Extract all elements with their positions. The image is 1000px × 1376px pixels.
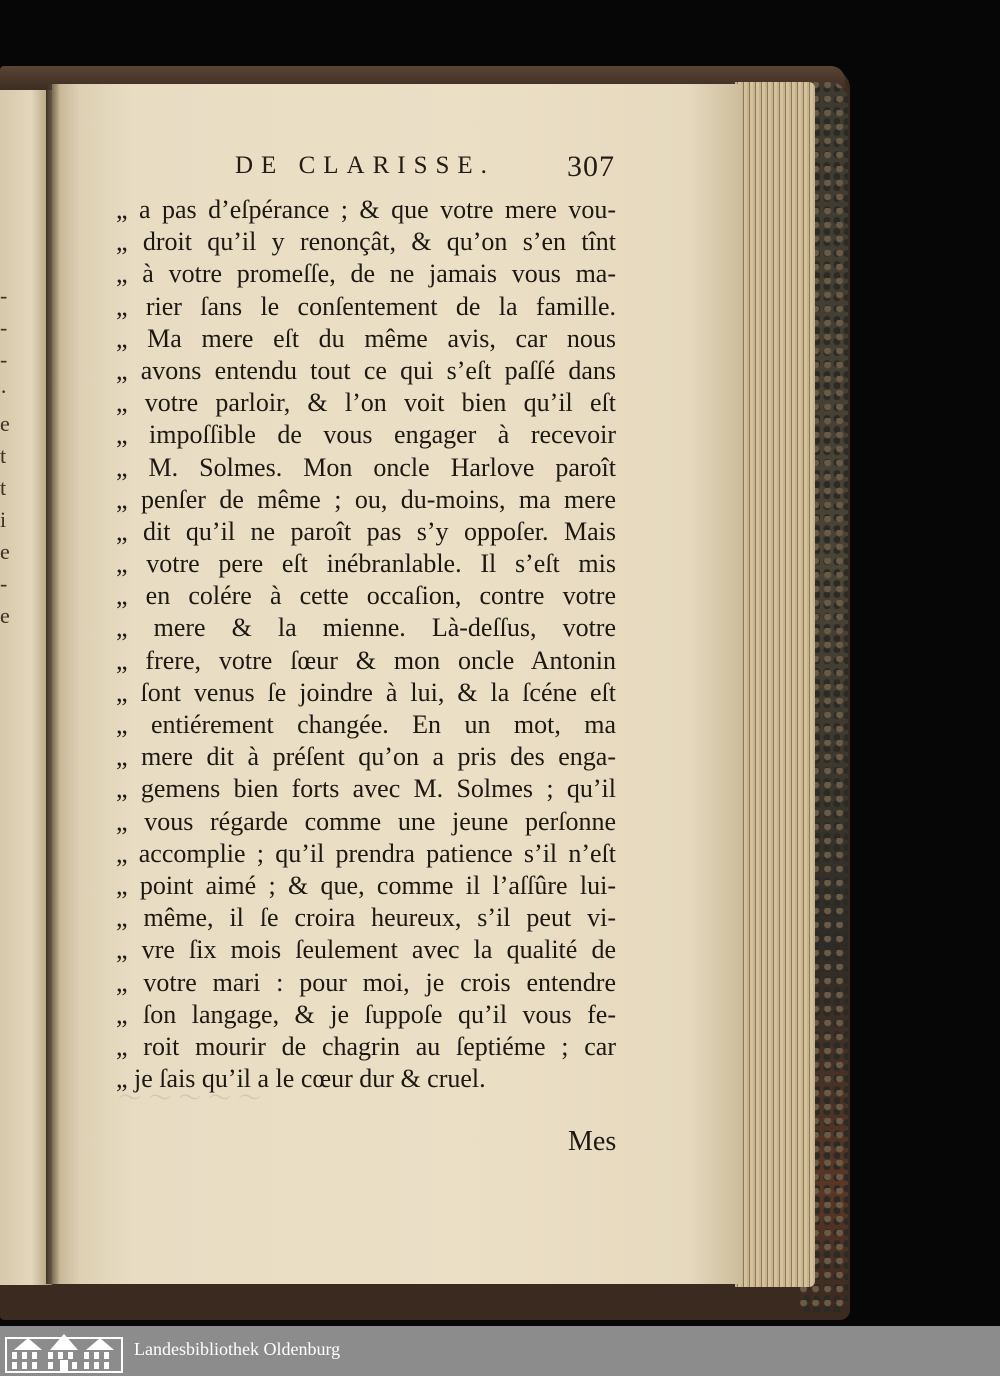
text-line: „ droit qu’il y renonçât, & qu’on s’en tînt (116, 227, 616, 257)
running-head-title: DE CLARISSE. (235, 152, 495, 179)
text-line: „ ſont venus ſe joindre à lui, & la ſcéne eſt (116, 677, 616, 707)
text-line: „ en colére à cette occaſion, contre votre (116, 581, 616, 611)
catchword: Mes (568, 1126, 617, 1157)
text-line: „ gemens bien forts avec M. Solmes ; qu’il (116, 774, 616, 804)
text-line: „ roit mourir de chagrin au ſeptiéme ; car (116, 1031, 616, 1061)
running-head (235, 150, 615, 190)
text-line: „ Ma mere eſt du même avis, car nous (116, 323, 616, 353)
footer-bar (0, 1326, 1000, 1376)
text-line: „ impoſſible de vous engager à recevoir (116, 420, 616, 450)
body-text (116, 194, 616, 1095)
text-line: „ entiérement changée. En un mot, ma (116, 710, 616, 739)
library-name[interactable]: Landesbibliothek Oldenburg (134, 1339, 341, 1359)
text-line: „ point aimé ; & que, comme il l’aſſûre lui- (116, 870, 616, 900)
left-page-sliver (0, 90, 52, 1285)
text-line: „ a pas d’eſpérance ; & que votre mere vou- (116, 195, 616, 224)
text-line: „ votre pere eſt inébranlable. Il s’eſt mis (116, 549, 616, 579)
text-line: „ votre mari : pour moi, je crois entendre (116, 967, 616, 997)
text-line: „ avons entendu tout ce qui s’eſt paſſé dans (116, 355, 616, 385)
text-line: „ mere dit à préſent qu’on a pris des enga- (116, 742, 616, 772)
show-through-text: ～ ～ ～ ～ ～ (118, 1086, 262, 1112)
text-line: „ dit qu’il ne paroît pas s’y oppoſer. Mais (116, 516, 616, 546)
text-line: „ accomplie ; qu’il prendra patience s’il n’eſt (116, 838, 616, 868)
text-line: „ ſon langage, & je ſuppoſe qu’il vous fe- (116, 999, 616, 1029)
text-line: „ rier ſans le conſentement de la famille. (116, 291, 616, 321)
gutter-shadow (46, 84, 60, 1284)
text-line: „ votre parloir, & l’on voit bien qu’il eſt (116, 388, 616, 418)
page-edges (735, 82, 815, 1287)
text-line: „ M. Solmes. Mon oncle Harlove paroît (116, 452, 616, 482)
text-line: „ je ſais qu’il a le cœur dur & cruel. (116, 1064, 486, 1094)
text-line: „ vre ſix mois ſeulement avec la qualité de (116, 935, 616, 965)
text-line: „ même, il ſe croira heureux, s’il peut vi- (116, 903, 616, 933)
text-line: „ frere, votre ſœur & mon oncle Antonin (116, 645, 616, 675)
text-line: „ mere & la mienne. Là-deſſus, votre (116, 613, 616, 643)
page-number: 307 (567, 150, 615, 183)
left-page-line-endings: - - - · e t t i e - e (0, 283, 10, 628)
text-line: „ penſer de même ; ou, du-moins, ma mere (116, 484, 616, 514)
text-line: „ vous régarde comme une jeune perſonne (116, 806, 616, 836)
library-building-icon (4, 1330, 124, 1374)
text-line: „ à votre promeſſe, de ne jamais vous ma- (116, 259, 616, 289)
